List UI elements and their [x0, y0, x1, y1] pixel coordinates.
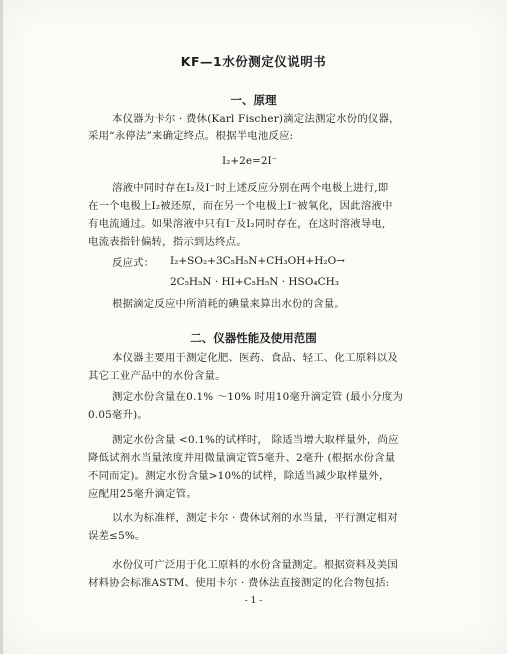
paragraph-line: 其它工业产品中的水份含量。	[88, 370, 226, 382]
paragraph-line: 以水为标准样，测定卡尔 · 费休试剂的水当量，平行测定相对	[112, 512, 398, 524]
paragraph-line: 测定水份含量 <0.1%的试样时， 除适当增大取样量外，尚应	[112, 434, 399, 446]
paragraph-line: 不同而定)。测定水份含量>10%的试样，除适当减少取样量外，	[88, 470, 390, 482]
paragraph-line: 根据滴定反应中所消耗的碘量来算出水份的含量。	[112, 298, 345, 310]
reaction-label: 反应式：	[112, 257, 155, 269]
paragraph-line: 测定水份含量在0.1% ～10% 时用10毫升滴定管 (最小分度为	[112, 391, 404, 403]
paragraph-line: 0.05毫升)。	[88, 409, 148, 421]
page-number: - 1 -	[244, 596, 263, 606]
paragraph-line: 溶液中同时存在I₂及I⁻时上述反应分别在两个电极上进行,即	[112, 182, 389, 194]
paragraph-line: 有电流通过。如果溶液中只有I⁻及I₂同时存在，在这时溶液导电,	[88, 218, 386, 230]
half-reaction-formula: I₂+2e=2I⁻	[222, 155, 278, 167]
paragraph-line: 降低试剂水当量浓度并用微量滴定管5毫升、2毫升 (根据水份含量	[88, 452, 396, 464]
reaction-formula-line1: I₂+SO₂+3C₅H₅N+CH₃OH+H₂O→	[170, 255, 345, 267]
paragraph-line: 本仪器为卡尔 · 费休(Karl Fischer)滴定法测定水份的仪器，	[112, 113, 400, 125]
document-title: KF—1水份测定仪说明书	[180, 54, 327, 69]
paragraph-line: 采用“永停法”来确定终点。根据半电池反应:	[88, 130, 294, 142]
paragraph-line: 水份仪可广泛用于化工原料的水份含量测定。根据资料及美国	[112, 559, 398, 571]
paragraph-line: 误差≤5%。	[88, 530, 146, 542]
paragraph-line: 应配用25毫升滴定管。	[88, 488, 197, 500]
paragraph-line: 电流表指针偏转，指示到达终点。	[88, 236, 247, 248]
section-heading-performance: 二、仪器性能及使用范围	[190, 331, 317, 345]
reaction-formula-line2: 2C₅H₅N · HI+C₅H₅N · HSO₄CH₃	[170, 276, 339, 288]
paragraph-line: 在一个电极上I₂被还原，而在另一个电极上I⁻被氧化，因此溶液中	[88, 200, 393, 212]
section-heading-principle: 一、原理	[230, 93, 277, 107]
paragraph-line: 材料协会标准ASTM、使用卡尔 · 费休法直接测定的化合物包括:	[88, 577, 390, 589]
paragraph-line: 本仪器主要用于测定化肥、医药、食品、轻工、化工原料以及	[112, 352, 398, 364]
